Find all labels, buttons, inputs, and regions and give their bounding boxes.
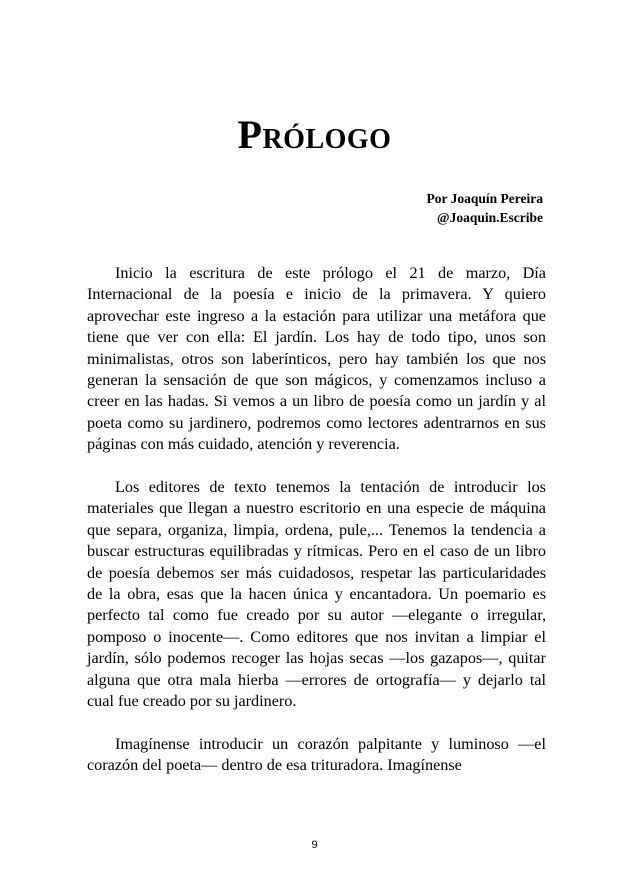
paragraph: Los editores de texto tenemos la tentación de introducir los materiales que llegan a nuestro escritorio en una especie de máquina que separa, organiza, limpia, ordena, pule,... Tenemos la tendencia a buscar estructuras equilibradas y rítmicas. Pero en el caso de un libro de poesía debemos ser más cuidadosos, respetar las particularidades de la obra, esas que la hacen única y encantadora. Un poemario es perfecto tal como fue creado por su autor —elegante o irregular, pomposo o inocente—. Como editores que nos invitan a limpiar el jardín, sólo podemos recoger las hojas secas —los gazapos—, quitar alguna que otra mala hierba —errores de ortografía— y dejarlo tal cual fue creado por su jardinero. [87, 478, 546, 711]
body-text [87, 263, 546, 798]
paragraph: Imagínense introducir un corazón palpitante y luminoso —el corazón del poeta— dentro de esa trituradora. Imagínense [87, 734, 546, 775]
byline [427, 189, 544, 227]
paragraph: Inicio la escritura de este prólogo el 21 de marzo, Día Internacional de la poesía e inicio de la primavera. Y quiero aprovechar este ingreso a la estación para utilizar una metáfora que tiene que ver con ella: El jardín. Los hay de todo tipo, unos son minimalistas, otros son laberínticos, pero hay también los que nos generan la sensación de que son mágicos, y comenzamos incluso a creer en las hadas. Si vemos a un libro de poesía como un jardín y al poeta como su jardinero, podremos como lectores adentrarnos en sus páginas con más cuidado, atención y reverencia. [87, 264, 546, 454]
byline-author: Por Joaquín Pereira [426, 191, 543, 206]
byline-handle: @Joaquin.Escribe [437, 210, 543, 225]
page-number: 9 [311, 839, 318, 851]
page-title: Prólogo [237, 112, 392, 157]
